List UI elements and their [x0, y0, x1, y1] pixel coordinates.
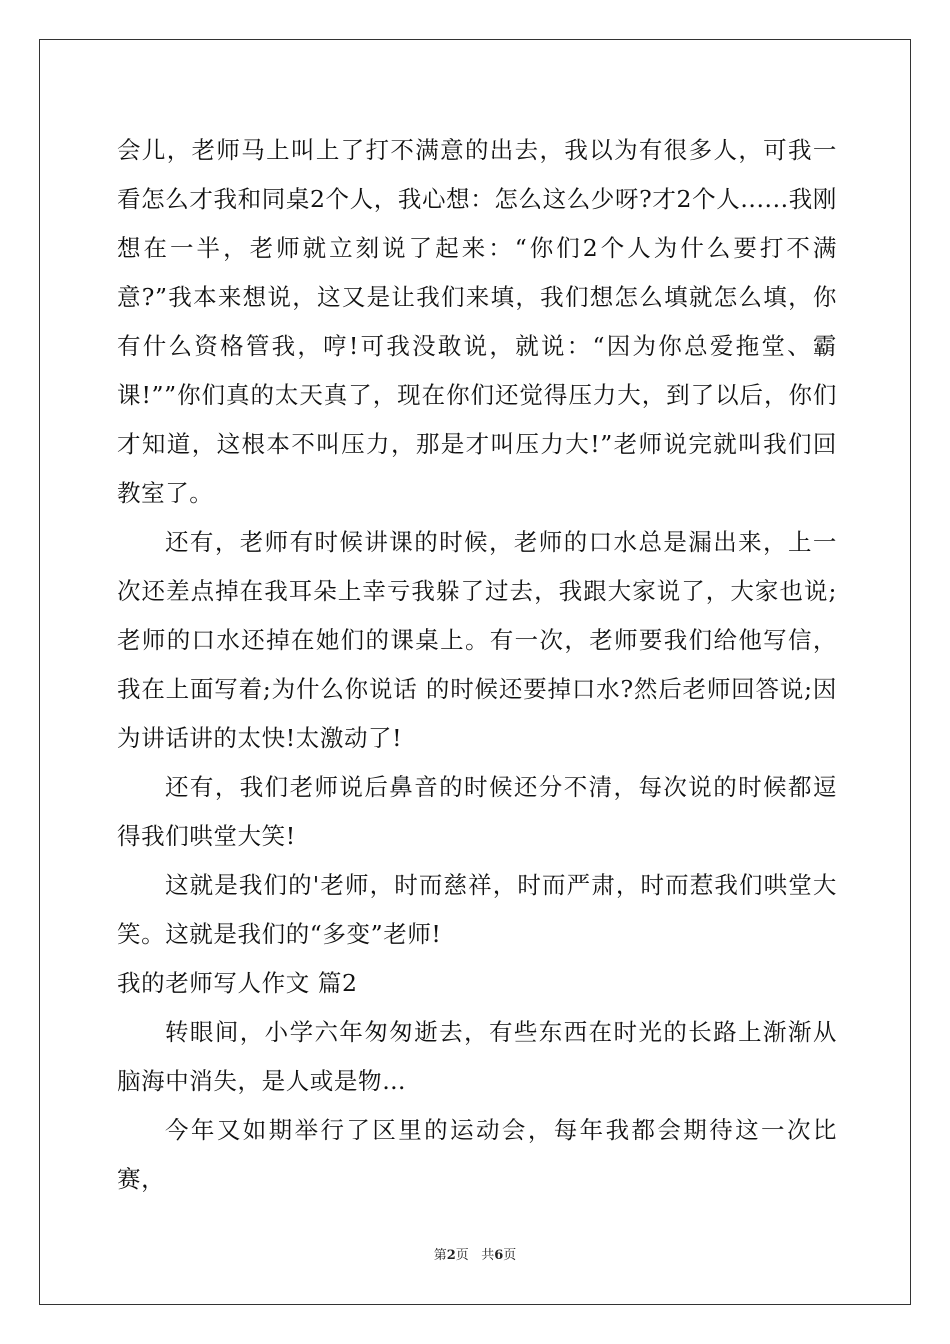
footer-prefix: 第 — [433, 1248, 447, 1263]
paragraph: 转眼间，小学六年匆匆逝去，有些东西在时光的长路上渐渐从脑海中消失，是人或是物… — [117, 1018, 837, 1095]
footer-total-prefix: 共 — [481, 1248, 495, 1263]
paragraph: 还有，老师有时候讲课的时候，老师的口水总是漏出来，上一次还差点掉在我耳朵上幸亏我躲了过去，我跟大家说了，大家也说;老师的口水还掉在她们的课桌上。有一次，老师要我们给他写信，我在上面写着;为什么你说话 的时候还要掉口水?然后老师回答说;因为讲话讲的太快!太激动了! — [117, 528, 837, 752]
paragraph: 会儿，老师马上叫上了打不满意的出去，我以为有很多人，可我一看怎么才我和同桌2个人，我心想：怎么这么少呀?才2个人......我刚想在一半，老师就立刻说了起来：“你们2个人为什么要打不满意?”我本来想说，这又是让我们来填，我们想怎么填就怎么填，你有什么资格管我，哼!可我没敢说，就说：“因为你总爱拖堂、霸课!””你们真的太天真了，现在你们还觉得压力大，到了以后，你们才知道，这根本不叫压力，那是才叫压力大!”老师说完就叫我们回教室了。 — [117, 136, 837, 507]
current-page-number: 2 — [446, 1248, 456, 1263]
document-body — [117, 126, 837, 1204]
footer-total-suffix: 页 — [503, 1248, 517, 1263]
paragraph: 这就是我们的'老师，时而慈祥，时而严肃，时而惹我们哄堂大笑。这就是我们的“多变”老师! — [117, 871, 837, 948]
total-pages-number: 6 — [494, 1248, 504, 1263]
page-footer — [0, 1244, 950, 1263]
section-heading: 我的老师写人作文 篇2 — [117, 969, 358, 997]
paragraph: 还有，我们老师说后鼻音的时候还分不清，每次说的时候都逗得我们哄堂大笑! — [117, 773, 837, 850]
paragraph: 今年又如期举行了区里的运动会，每年我都会期待这一次比赛， — [117, 1116, 837, 1193]
footer-page-word: 页 — [455, 1248, 469, 1263]
